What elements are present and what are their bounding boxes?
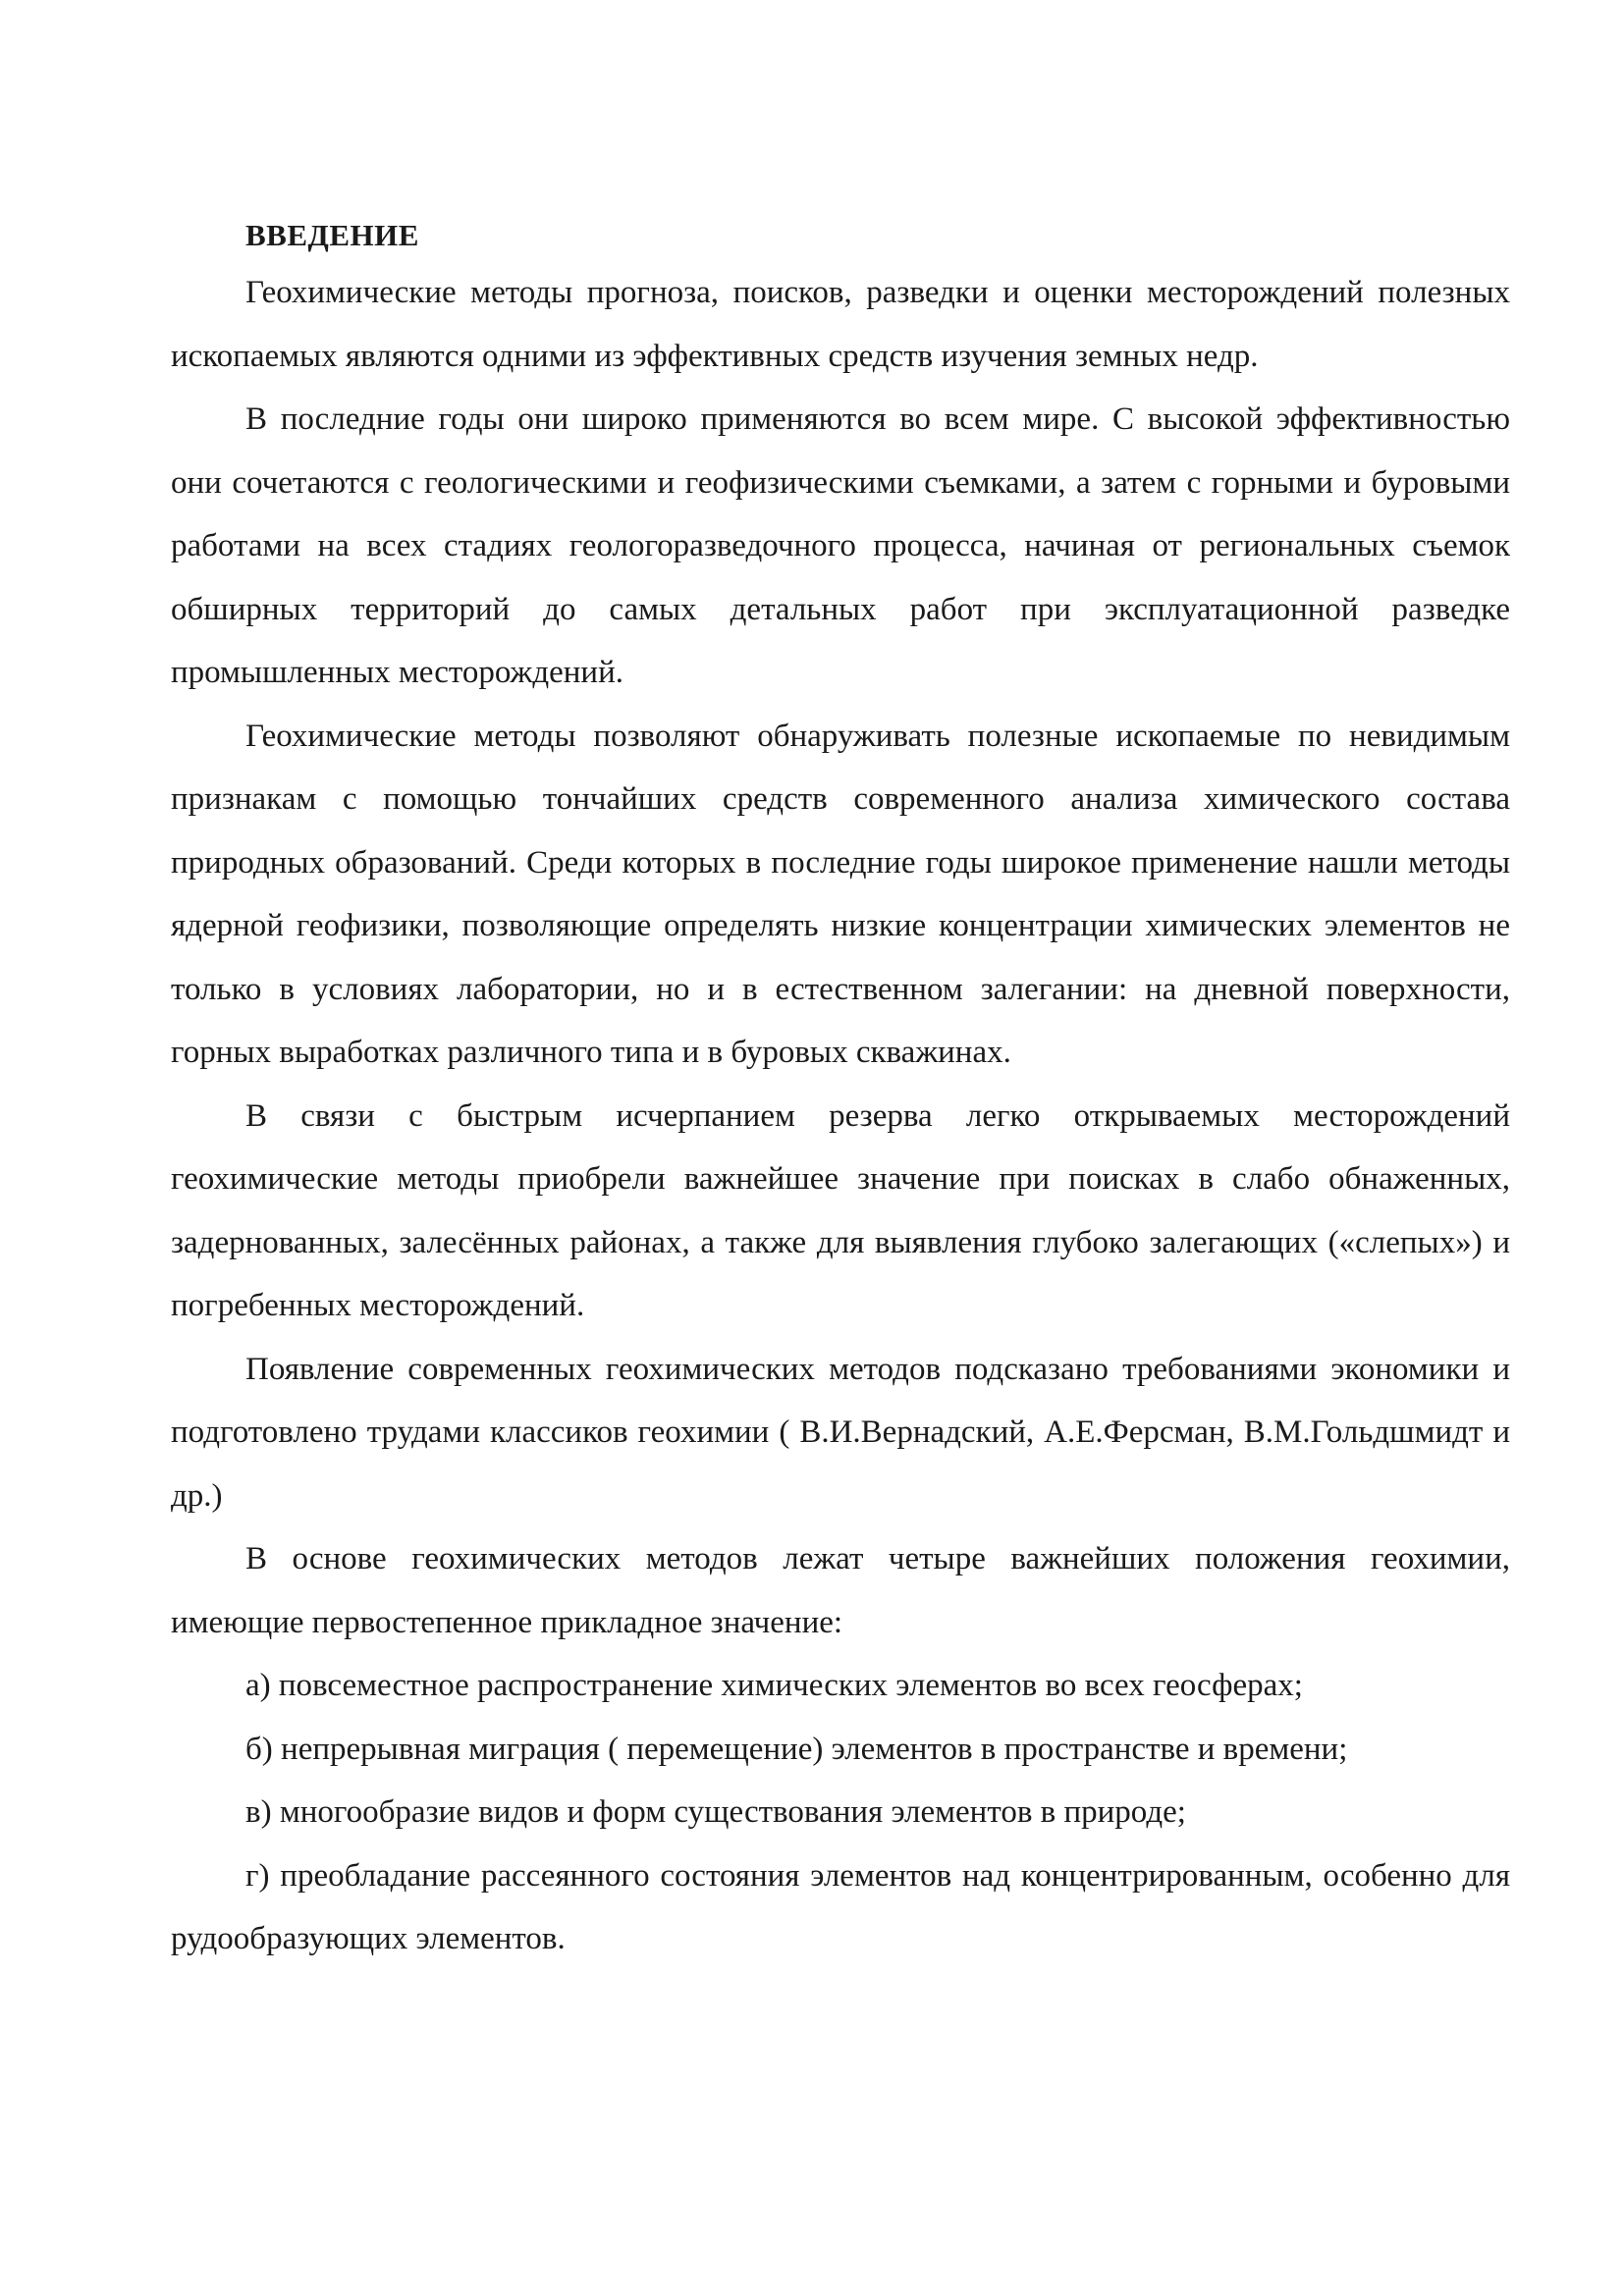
list-item-b: б) непрерывная миграция ( перемещение) элементов в пространстве и времени; xyxy=(245,1731,1348,1767)
paragraph-5: Появление современных геохимических методов подсказано требованиями экономики и подготовлено трудами классиков геохимии ( В.И.Вернадский, А.Е.Ферсман, В.М.Гольдшмидт и др.) xyxy=(171,1351,1510,1514)
list-item-c: в) многообразие видов и форм существования элементов в природе; xyxy=(245,1794,1186,1830)
document-page xyxy=(171,216,1510,1971)
paragraph-3: Геохимические методы позволяют обнаруживать полезные ископаемые по невидимым признакам с помощью тончайших средств современного анализа химического состава природных образований. Среди которых в последние годы широкое применение нашли методы ядерной геофизики, позволяющие определять низкие концентрации химических элементов не только в условиях лаборатории, но и в естественном залегании: на дневной поверхности, горных выработках различного типа и в буровых скважинах. xyxy=(171,718,1510,1070)
paragraph-6: В основе геохимических методов лежат четыре важнейших положения геохимии, имеющие первостепенное прикладное значение: xyxy=(171,1541,1510,1640)
section-heading: ВВЕДЕНИЕ xyxy=(245,218,419,252)
paragraph-2: В последние годы они широко применяются во всем мире. С высокой эффективностью они сочетаются с геологическими и геофизическими съемками, а затем с горными и буровыми работами на всех стадиях геологоразведочного процесса, начиная от региональных съемок обширных территорий до самых детальных работ при эксплуатационной разведке промышленных месторождений. xyxy=(171,401,1510,690)
list-item-a: а) повсеместное распространение химических элементов во всех геосферах; xyxy=(245,1668,1303,1703)
paragraph-4: В связи с быстрым исчерпанием резерва легко открываемых месторождений геохимические методы приобрели важнейшее значение при поисках в слабо обнаженных, задернованных, залесённых районах, а также для выявления глубоко залегающих («слепых») и погребенных месторождений. xyxy=(171,1097,1510,1323)
list-item-d: г) преобладание рассеянного состояния элементов над концентрированным, особенно для рудообразующих элементов. xyxy=(171,1857,1510,1956)
paragraph-1: Геохимические методы прогноза, поисков, разведки и оценки месторождений полезных ископаемых являются одними из эффективных средств изучения земных недр. xyxy=(171,275,1510,374)
